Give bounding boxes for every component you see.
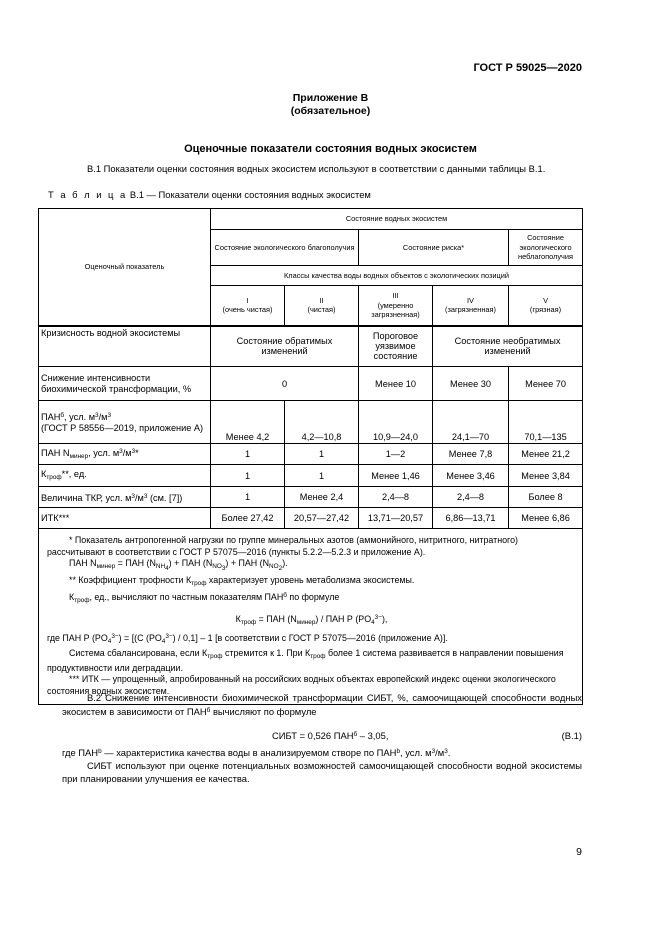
pan-label-e: 3 xyxy=(107,412,112,419)
row-sibt-label: Снижение интенсивности биохимической трансформации, % xyxy=(39,367,211,401)
pan-label-a: ПАН xyxy=(41,412,61,422)
pan-label-f: (ГОСТ Р 58556—2019, приложение А) xyxy=(41,423,204,433)
header-risk: Состояние риска* xyxy=(359,230,509,266)
pan-label-c: 3 xyxy=(95,412,99,419)
note-4: $К_{троф}$, ед., вычисляют по частным показателям $ПАН^б$ по формуле xyxy=(69,591,340,604)
table-notes-row xyxy=(39,529,583,705)
sibt-formula xyxy=(62,730,582,744)
table-caption-prefix: Т а б л и ц а xyxy=(48,189,128,200)
pan-label-b: , усл. м xyxy=(64,412,96,422)
standard-number: ГОСТ Р 59025—2020 xyxy=(473,62,582,74)
ktrof-formula: $К_{троф}$ = ПАН $(N_{минер})$ / ПАН Р $(PO_4^{3-})$, xyxy=(235,613,388,626)
table-caption xyxy=(48,189,371,200)
class-1-num: I xyxy=(246,295,249,305)
indicators-table xyxy=(38,208,583,705)
row-crisis-reversible: Состояние обратимых изменений xyxy=(211,326,359,367)
row-pan-min-v5: Менее 21,2 xyxy=(509,444,583,465)
header-class-5 xyxy=(509,286,583,326)
class-5-name: (грязная) xyxy=(529,305,562,315)
ktrof-label-a: К xyxy=(41,468,47,479)
table-row xyxy=(39,508,583,529)
row-pan-v2: 4,2—10,8 xyxy=(285,401,359,444)
row-ktrof-v4: Менее 3,46 xyxy=(433,465,509,487)
table-row xyxy=(39,401,583,444)
class-5-num: V xyxy=(543,295,548,305)
class-1-name: (очень чистая) xyxy=(222,305,273,315)
appendix-heading xyxy=(0,92,661,118)
table-notes xyxy=(39,529,583,705)
panmin-label-d: /м xyxy=(122,448,132,458)
row-pan-v3: 10,9—24,0 xyxy=(359,401,433,444)
table-caption-text: В.1 — Показатели оценки состояния водных экосистем xyxy=(129,189,371,200)
class-4-name: (загрязненная) xyxy=(444,305,496,315)
header-class-2 xyxy=(285,286,359,326)
row-crisis-irreversible: Состояние необратимых изменений xyxy=(433,326,583,367)
tkr-label-e: 3 xyxy=(143,492,148,500)
class-2-num: II xyxy=(319,295,324,305)
row-sibt-v5: Менее 70 xyxy=(509,367,583,401)
panmin-label-c: 3 xyxy=(119,448,123,455)
row-pan-min-v4: Менее 7,8 xyxy=(433,444,509,465)
header-classes: Классы качества воды водных объектов с экологических позиций xyxy=(211,266,583,286)
panmin-label-sub: минер xyxy=(69,453,89,460)
note-5: где ПАН Р $(PO_4^{3-}) = [(С$ $(PO_4^{3-}) / 0,1] - 1$ [в соответствии с ГОСТ Р 57075—2016 (приложение А)]. xyxy=(47,633,448,646)
paragraph-b4: СИБТ используют при оценке потенциальных возможностей самоочищающей способности водной экосистемы при планировании улучшения ее качества. xyxy=(62,760,582,784)
header-indicator: Оценочный показатель xyxy=(39,209,211,326)
table-row xyxy=(39,367,583,401)
row-sibt-v12: 0 xyxy=(211,367,359,401)
table-row xyxy=(39,444,583,465)
row-tkr-v3: 2,4—8 xyxy=(359,487,433,508)
row-ktrof-v2: 1 xyxy=(285,465,359,487)
header-unfavorable: Состояние экологического неблагополучия xyxy=(509,230,583,266)
intro-paragraph: В.1 Показатели оценки состояния водных экосистем используют в соответствии с данными таблицы В.1. xyxy=(87,163,546,174)
row-tkr-v2: Менее 2,4 xyxy=(285,487,359,508)
panmin-label-e: 3 xyxy=(131,448,136,455)
ktrof-label-b: **, ед. xyxy=(61,468,87,479)
note-1: * Показатель антропогенной нагрузки по группе минеральных азотов (аммонийного, нитритного, нитратного) рассчитывают в соответствии с ГОСТ Р 57075—2016 (пункты 5.2.2—5.2.3 и приложение А). xyxy=(47,535,518,557)
row-itk-v5: Менее 6,86 xyxy=(509,508,583,529)
tkr-label-d: /м xyxy=(134,492,144,503)
row-ktrof-v3: Менее 1,46 xyxy=(359,465,433,487)
pan-label-d: /м xyxy=(98,412,108,422)
tkr-label-f: (см. [7]) xyxy=(147,492,183,503)
paragraph-b3: где ПАН$^b$ — характеристика качества воды в анализируемом створе по ПАН$^b$, усл. $м^3/м^3$. xyxy=(62,747,451,758)
appendix-title: Приложение В xyxy=(292,92,369,104)
tkr-label-a: Величина ТКР, усл. м xyxy=(41,492,132,503)
table-row xyxy=(39,326,583,367)
sibt-formula-text: СИБТ = 0,526 $ПАН^б - 3,05$, xyxy=(272,730,389,741)
row-tkr-v5: Более 8 xyxy=(509,487,583,508)
formula-number: (В.1) xyxy=(561,730,582,741)
row-itk-v4: 6,86—13,71 xyxy=(433,508,509,529)
row-ktrof-label xyxy=(39,465,211,487)
note-2: ПАН $N_{минер}$ = ПАН $(N_{NH_4})$ + ПАН $(N_{NO_3})$ + ПАН $(N_{NO_2})$. xyxy=(69,558,288,573)
class-3-num: III xyxy=(392,291,399,300)
row-pan-v1: Менее 4,2 xyxy=(211,401,285,444)
row-itk-v2: 20,57—27,42 xyxy=(285,508,359,529)
header-state: Состояние водных экосистем xyxy=(211,209,583,230)
row-pan-v5: 70,1—135 xyxy=(509,401,583,444)
row-pan-min-label xyxy=(39,444,211,465)
pan-label-sup: б xyxy=(60,412,65,419)
row-pan-v4: 24,1—70 xyxy=(433,401,509,444)
header-class-3 xyxy=(359,286,433,326)
row-pan-min-v2: 1 xyxy=(285,444,359,465)
class-4-num: IV xyxy=(467,295,474,305)
row-itk-v3: 13,71—20,57 xyxy=(359,508,433,529)
row-tkr-v1: 1 xyxy=(211,487,285,508)
row-tkr-label xyxy=(39,487,211,508)
row-sibt-v3: Менее 10 xyxy=(359,367,433,401)
panmin-label-f: * xyxy=(135,448,139,458)
row-crisis-threshold: Пороговое уязвимое состояние xyxy=(359,326,433,367)
panmin-label-b: , усл. м xyxy=(88,448,120,458)
section-title: Оценочные показатели состояния водных экосистем xyxy=(184,143,477,155)
tkr-label-c: 3 xyxy=(131,492,135,500)
page-number: 9 xyxy=(576,846,582,858)
class-3-name: (умеренно загрязненная) xyxy=(371,300,420,319)
row-ktrof-v1: 1 xyxy=(211,465,285,487)
note-7: *** ИТК — упрощенный, апробированный на российских водных объектах европейский индекс оценки экологического состояния водных экосистем. xyxy=(47,674,556,697)
header-class-4 xyxy=(433,286,509,326)
note-6: Система сбалансирована, если $К_{троф}$ стремится к 1. При $К_{троф}$ более 1 система развивается в направлении повышения продуктивности или деградации. xyxy=(47,647,564,673)
header-class-1 xyxy=(211,286,285,326)
row-pan-min-v3: 1—2 xyxy=(359,444,433,465)
row-ktrof-v5: Менее 3,84 xyxy=(509,465,583,487)
row-sibt-v4: Менее 30 xyxy=(433,367,509,401)
row-itk-v1: Более 27,42 xyxy=(211,508,285,529)
row-crisis-label: Кризисность водной экосистемы xyxy=(39,326,211,367)
row-pan-min-v1: 1 xyxy=(211,444,285,465)
panmin-label-a: ПАН N xyxy=(41,448,70,458)
ktrof-label-sub: троф xyxy=(46,473,62,481)
note-3: ** Коэффициент трофности $К_{троф}$ характеризует уровень метаболизма экосистемы. xyxy=(69,575,415,588)
paragraph-b2: В.2 Снижение интенсивности биохимической трансформации СИБТ, %, самоочищающей способности водных экосистем в зависимости от $ПАН^б$ вычисляют по формуле xyxy=(62,692,582,717)
table-row xyxy=(39,487,583,508)
table-row xyxy=(39,465,583,487)
row-pan-label xyxy=(39,401,211,444)
header-favorable: Состояние экологического благополучия xyxy=(211,230,359,266)
row-itk-label: ИТК*** xyxy=(39,508,211,529)
class-2-name: (чистая) xyxy=(307,305,336,315)
row-tkr-v4: 2,4—8 xyxy=(433,487,509,508)
appendix-status: (обязательное) xyxy=(290,105,371,117)
